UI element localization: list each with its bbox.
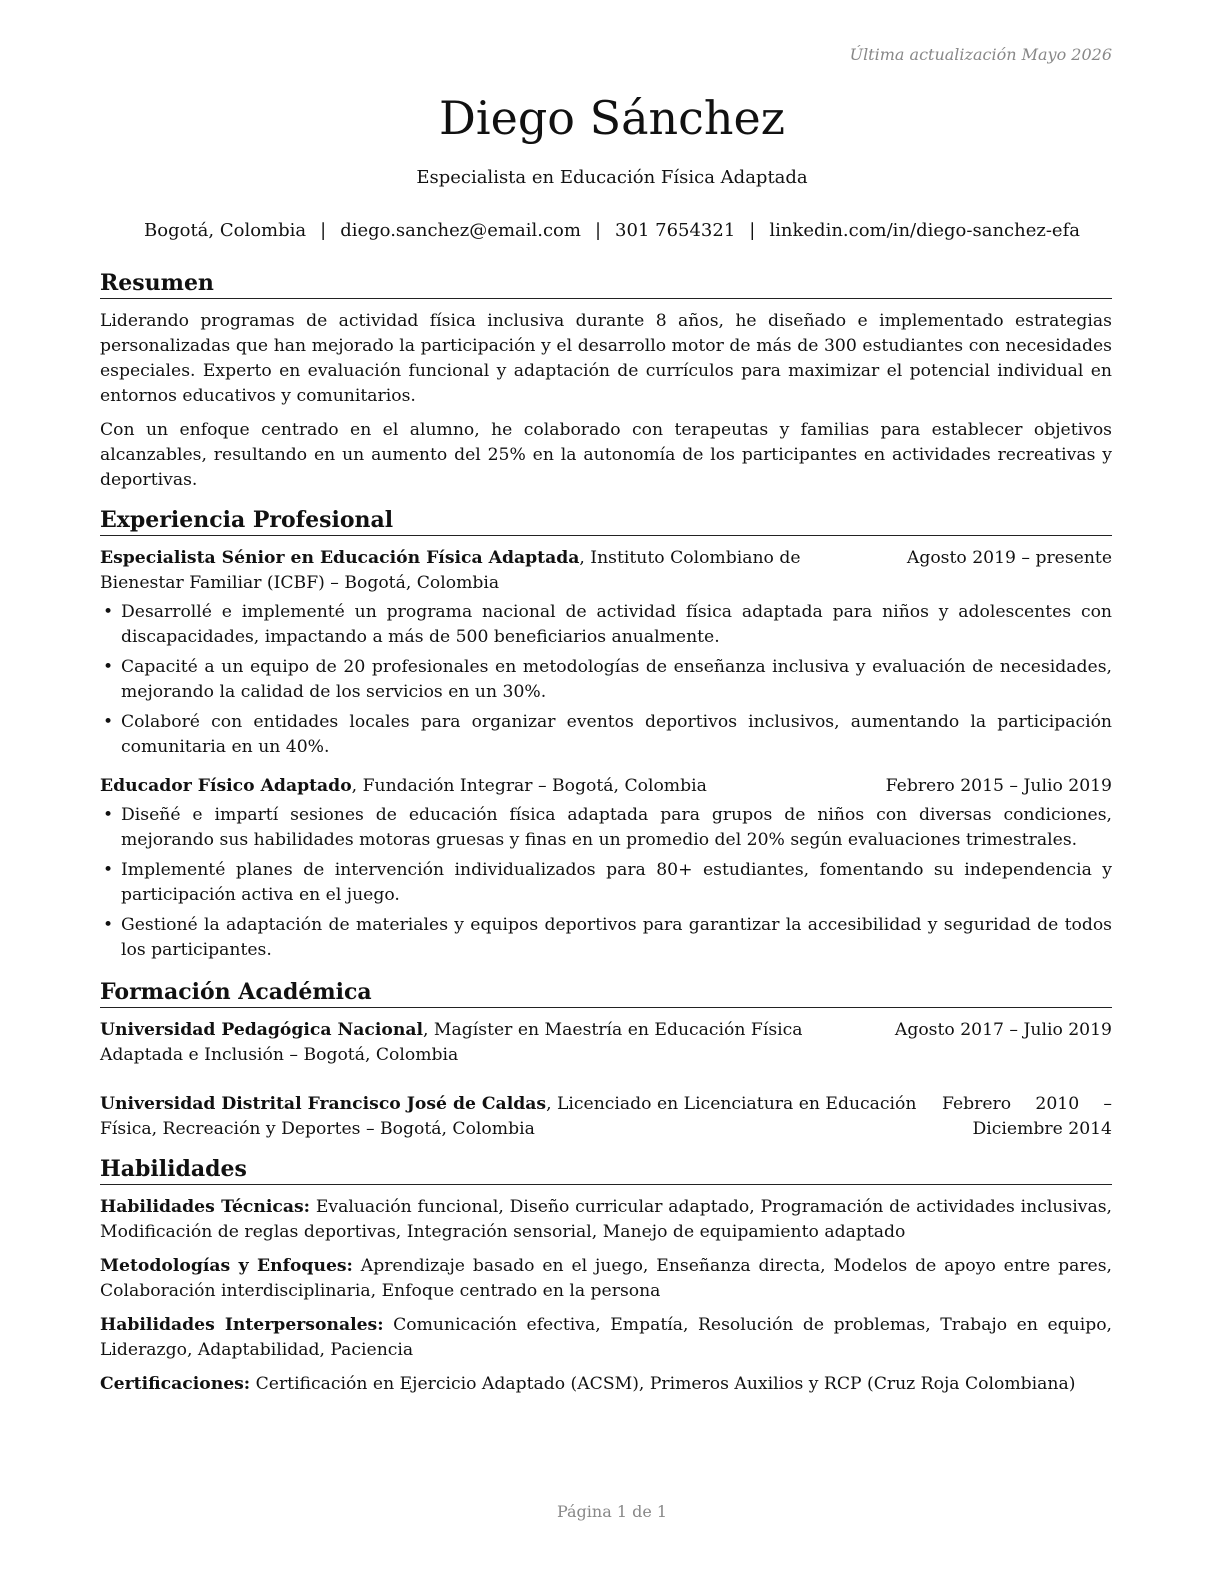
skill-label: Metodologías y Enfoques: <box>100 1256 353 1276</box>
job-organization: , Fundación Integrar – Bogotá, Colombia <box>351 776 707 796</box>
job-bullet: • Gestioné la adaptación de materiales y equipos deportivos para garantizar la accesibilidad y seguridad de todos los participantes. <box>100 913 1112 963</box>
contact-separator: | <box>320 220 327 241</box>
contact-separator: | <box>749 220 756 241</box>
candidate-title: Especialista en Educación Física Adaptada <box>416 167 808 188</box>
resume-body <box>100 268 1112 1409</box>
experience-section <box>100 505 1112 963</box>
education-line <box>100 1018 895 1068</box>
contact-email[interactable]: diego.sanchez@email.com <box>340 220 581 241</box>
summary-paragraph: Con un enfoque centrado en el alumno, he colaborado con terapeutas y familias para establecer objetivos alcanzables, resultando en un aumento del 25% en la autonomía de los participantes en actividades recreativas y deportivas. <box>100 420 1112 490</box>
skill-text: Evaluación funcional, Diseño curricular adaptado, Programación de actividades inclusivas, Modificación de reglas deportivas, Integración sensorial, Manejo de equipamiento adaptado <box>100 1197 1112 1242</box>
candidate-name: Diego Sánchez <box>439 91 785 145</box>
section-heading-summary: Resumen <box>100 268 1112 299</box>
education-degree: , Magíster en Maestría en Educación Física Adaptada e Inclusión – Bogotá, Colombia <box>100 1020 803 1065</box>
education-school: Universidad Distrital Francisco José de Caldas <box>100 1094 547 1114</box>
education-dates: Febrero 2010 – Diciembre 2014 <box>942 1094 1112 1139</box>
education-header <box>100 1018 1112 1068</box>
job-dates: Agosto 2019 – presente <box>906 548 1112 568</box>
skill-group <box>100 1254 1112 1304</box>
skill-group <box>100 1313 1112 1363</box>
job-entry <box>100 774 1112 963</box>
job-role: Educador Físico Adaptado <box>100 776 352 796</box>
education-school: Universidad Pedagógica Nacional <box>100 1020 423 1040</box>
contact-linkedin[interactable]: linkedin.com/in/diego-sanchez-efa <box>769 220 1080 241</box>
skill-label: Habilidades Interpersonales: <box>100 1315 384 1335</box>
job-bullets <box>100 600 1112 760</box>
contact-location: Bogotá, Colombia <box>144 220 307 241</box>
job-bullet: • Diseñé e impartí sesiones de educación física adaptada para grupos de niños con diversas condiciones, mejorando sus habilidades motoras gruesas y finas en un promedio del 20% según evaluaciones trimestrales. <box>100 803 1112 853</box>
page-number: Página 1 de 1 <box>556 1502 668 1521</box>
education-section <box>100 977 1112 1142</box>
summary-paragraph: Liderando programas de actividad física inclusiva durante 8 años, he diseñado e implementado estrategias personalizadas que han mejorado la participación y el desarrollo motor de más de 300 estudiantes con necesidades especiales. Experto en evaluación funcional y adaptación de currículos para maximizar el potencial individual en entornos educativos y comunitarios. <box>100 311 1112 406</box>
skill-group <box>100 1372 1112 1397</box>
education-header <box>100 1092 1112 1142</box>
job-bullet: • Implementé planes de intervención individualizados para 80+ estudiantes, fomentando su independencia y participación activa en el juego. <box>100 858 1112 908</box>
section-heading-education: Formación Académica <box>100 977 1112 1008</box>
section-heading-experience: Experiencia Profesional <box>100 505 1112 536</box>
job-title-line <box>100 774 886 799</box>
section-heading-skills: Habilidades <box>100 1154 1112 1185</box>
contact-phone: 301 7654321 <box>615 220 736 241</box>
job-entry <box>100 546 1112 760</box>
job-header <box>100 546 1112 596</box>
skill-label: Habilidades Técnicas: <box>100 1197 310 1217</box>
summary-section <box>100 268 1112 493</box>
skill-group <box>100 1195 1112 1245</box>
skill-text: Certificación en Ejercicio Adaptado (ACSM), Primeros Auxilios y RCP (Cruz Roja Colombiana) <box>250 1374 1076 1394</box>
job-role: Especialista Sénior en Educación Física Adaptada <box>100 548 580 568</box>
job-bullet: • Colaboré con entidades locales para organizar eventos deportivos inclusivos, aumentando la participación comunitaria en un 40%. <box>100 710 1112 760</box>
education-entry <box>100 1092 1112 1142</box>
job-header <box>100 774 1112 799</box>
contact-line <box>0 220 1224 241</box>
education-dates: Agosto 2017 – Julio 2019 <box>894 1020 1112 1040</box>
last-updated-note: Última actualización Mayo 2026 <box>849 45 1112 64</box>
job-title-line <box>100 546 907 596</box>
education-degree: , Licenciado en Licenciatura en Educación Física, Recreación y Deportes – Bogotá, Colombia <box>100 1094 917 1139</box>
skill-label: Certificaciones: <box>100 1374 251 1394</box>
education-line <box>100 1092 942 1142</box>
job-dates: Febrero 2015 – Julio 2019 <box>885 776 1112 796</box>
job-bullet: • Capacité a un equipo de 20 profesionales en metodologías de enseñanza inclusiva y evaluación de necesidades, mejorando la calidad de los servicios en un 30%. <box>100 655 1112 705</box>
skill-text: Aprendizaje basado en el juego, Enseñanza directa, Modelos de apoyo entre pares, Colaboración interdisciplinaria, Enfoque centrado en la persona <box>100 1256 1112 1301</box>
skill-text: Comunicación efectiva, Empatía, Resolución de problemas, Trabajo en equipo, Liderazgo, Adaptabilidad, Paciencia <box>100 1315 1113 1360</box>
job-organization: , Instituto Colombiano de Bienestar Familiar (ICBF) – Bogotá, Colombia <box>100 548 801 593</box>
education-entry <box>100 1018 1112 1068</box>
job-bullets <box>100 803 1112 963</box>
contact-separator: | <box>594 220 602 241</box>
job-bullet: • Desarrollé e implementé un programa nacional de actividad física adaptada para niños y adolescentes con discapacidades, impactando a más de 500 beneficiarios anualmente. <box>100 600 1112 650</box>
skills-section <box>100 1154 1112 1397</box>
